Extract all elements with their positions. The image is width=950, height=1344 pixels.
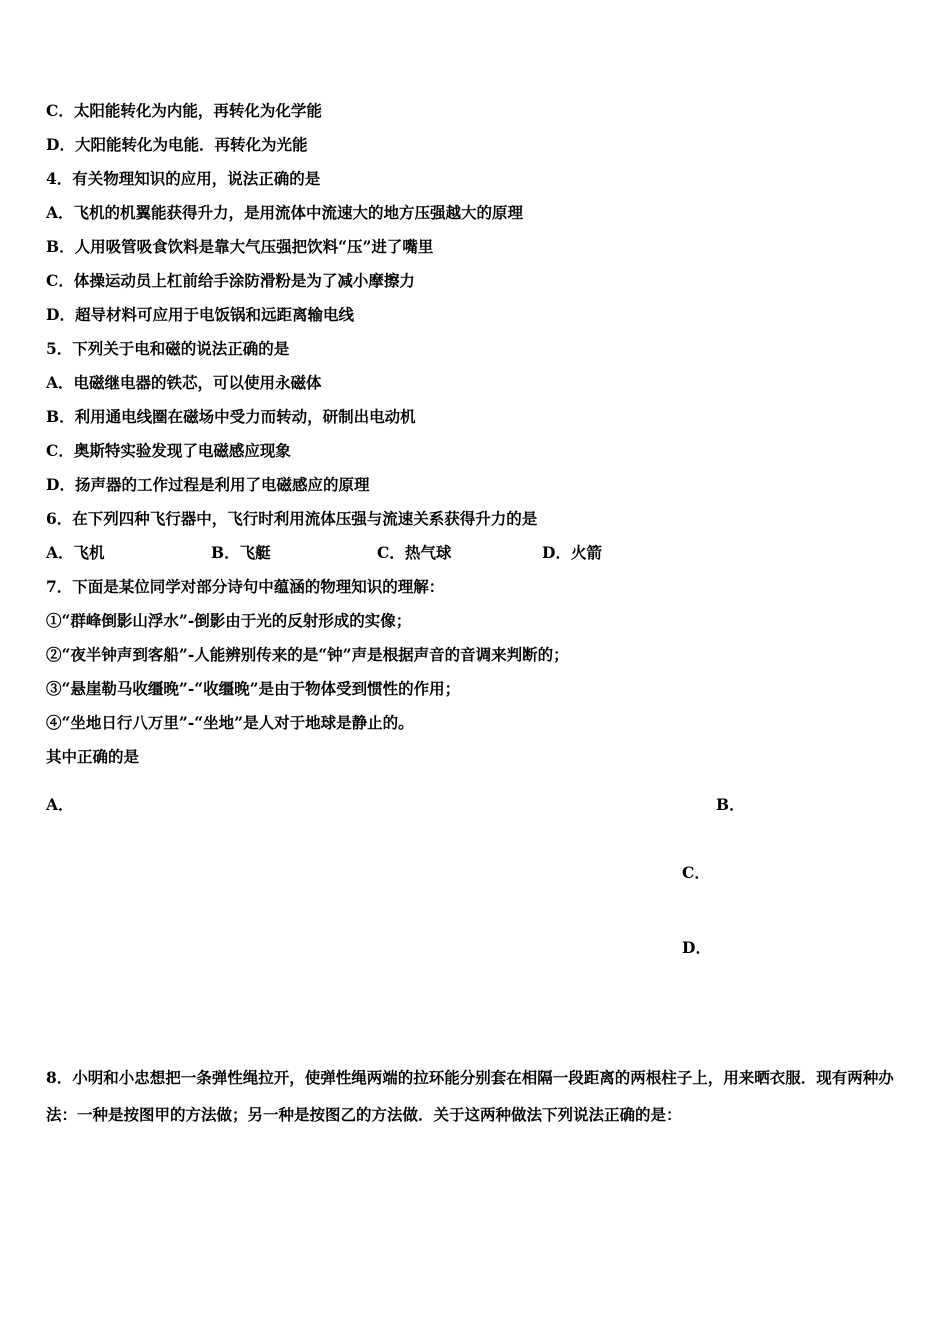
q4-stem: 4．有关物理知识的应用，说法正确的是 — [46, 169, 321, 188]
q6-option-d: D．火箭 — [542, 543, 602, 562]
q3-option-d: D．大阳能转化为电能．再转化为光能 — [46, 135, 308, 154]
q7-option-b: B． — [716, 795, 745, 814]
q4-option-b: B．人用吸管吸食饮料是靠大气压强把饮料“压”进了嘴里 — [46, 237, 434, 256]
q4-option-d: D．超导材料可应用于电饭锅和远距离输电线 — [46, 305, 354, 324]
q4-option-a: A．飞机的机翼能获得升力，是用流体中流速大的地方压强越大的原理 — [46, 203, 524, 222]
q6-option-a: A．飞机 — [46, 543, 105, 562]
q7-option-c: C． — [682, 863, 710, 882]
q8-stem: 8．小明和小忠想把一条弹性绳拉开，使弹性绳两端的拉环能分别套在相隔一段距离的两根柱子上，用来晒衣服．现有两种办法：一种是按图甲的方法做；另一种是按图乙的方法做．关于这两种做法下列说法正确的是： — [46, 1068, 894, 1124]
q5-option-c: C．奥斯特实验发现了电磁感应现象 — [46, 441, 291, 460]
q7-prompt: 其中正确的是 — [46, 747, 140, 766]
q3-option-c: C．太阳能转化为内能，再转化为化学能 — [46, 101, 322, 120]
q5-stem: 5．下列关于电和磁的说法正确的是 — [46, 339, 290, 358]
q7-option-d: D． — [682, 938, 711, 957]
q5-option-d: D．扬声器的工作过程是利用了电磁感应的原理 — [46, 475, 370, 494]
q6-stem: 6．在下列四种飞行器中，飞行时利用流体压强与流速关系获得升力的是 — [46, 509, 538, 528]
q7-stem: 7．下面是某位同学对部分诗句中蕴涵的物理知识的理解： — [46, 577, 445, 596]
q7-statement-3: ③“悬崖勒马收缰晚”-“收缰晚”是由于物体受到惯性的作用； — [46, 679, 461, 698]
q6-option-c: C．热气球 — [377, 543, 452, 562]
q5-option-b: B．利用通电线圈在磁场中受力而转动，研制出电动机 — [46, 407, 416, 426]
q4-option-c: C．体操运动员上杠前给手涂防滑粉是为了减小摩擦力 — [46, 271, 415, 290]
q7-statement-1: ①“群峰倒影山浮水”-倒影由于光的反射形成的实像； — [46, 611, 412, 630]
q7-option-a: A． — [46, 795, 74, 814]
q5-option-a: A．电磁继电器的铁芯，可以使用永磁体 — [46, 373, 322, 392]
q6-option-b: B．飞艇 — [211, 543, 271, 562]
q7-statement-4: ④“坐地日行八万里”-“坐地”是人对于地球是静止的。 — [46, 713, 414, 732]
q7-statement-2: ②“夜半钟声到客船”-人能辨别传来的是“钟”声是根据声音的音调来判断的； — [46, 645, 569, 664]
